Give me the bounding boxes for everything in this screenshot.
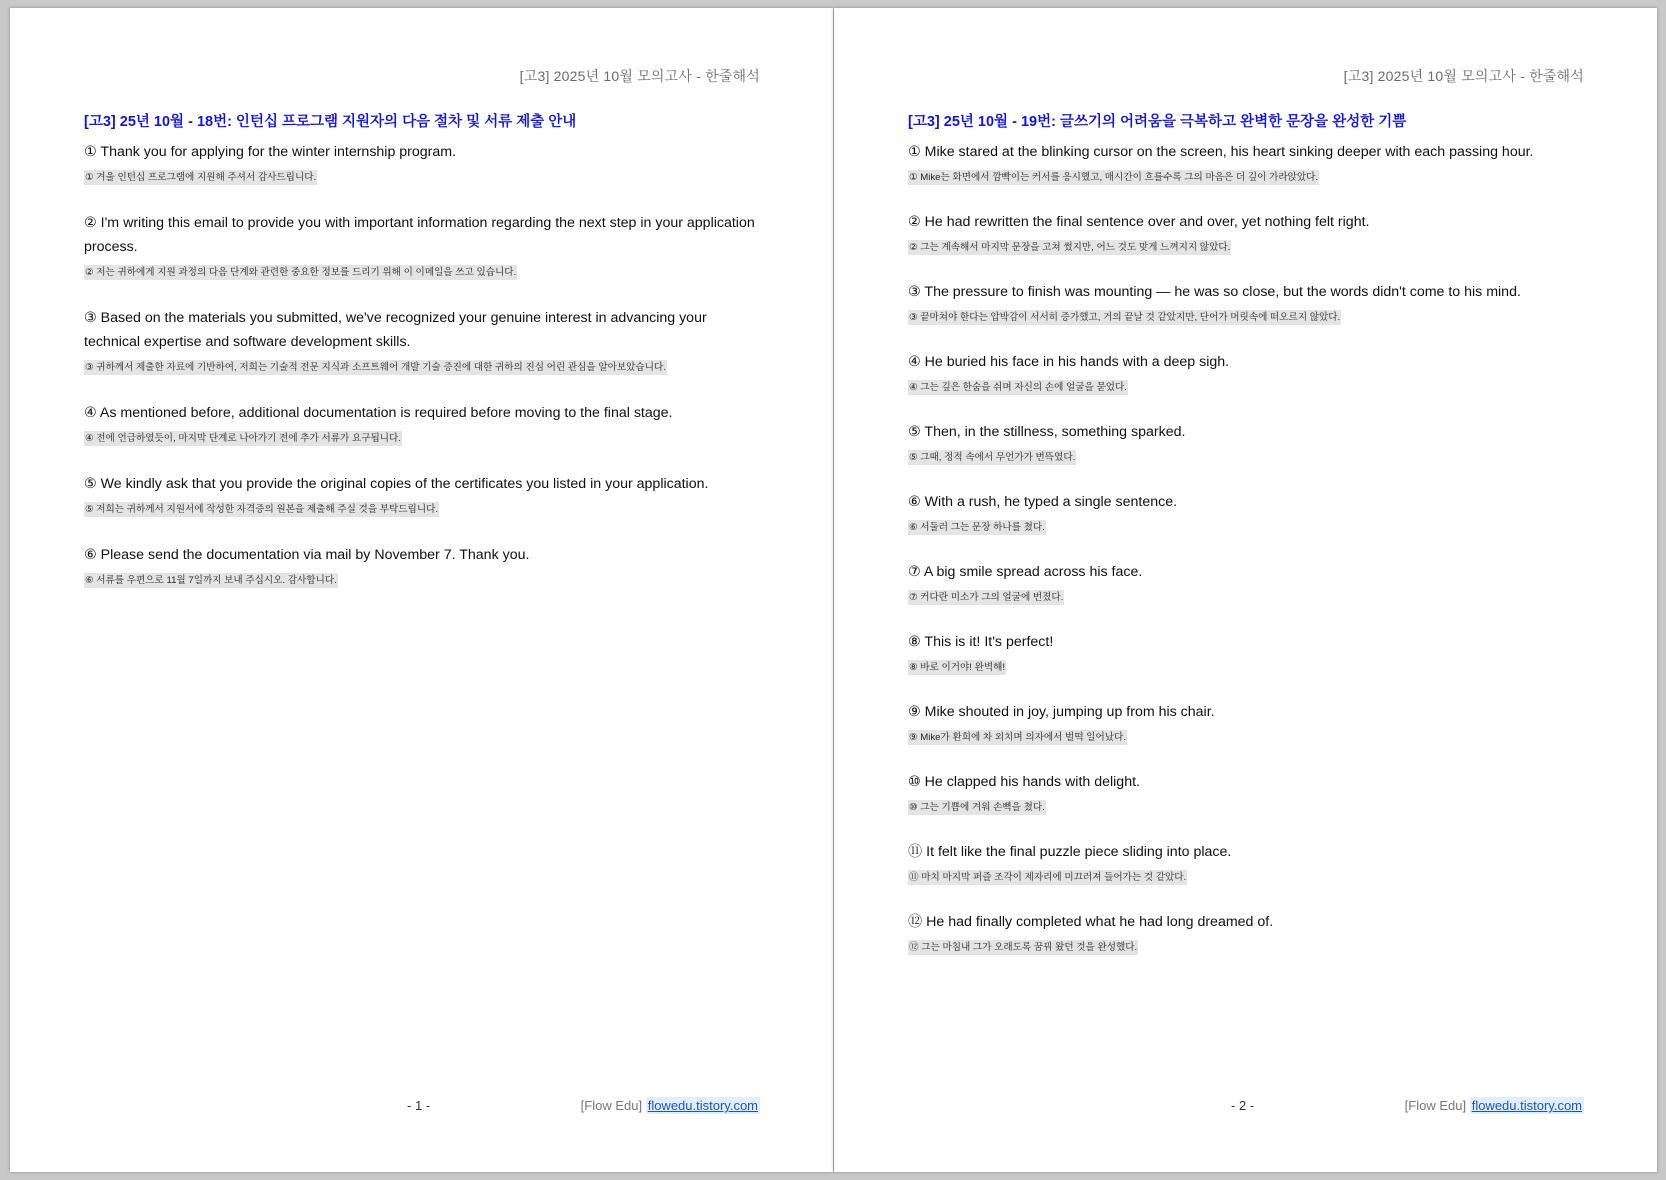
section-title: [고3] 25년 10월 - 18번: 인턴십 프로그램 지원자의 다음 절차 및 서류 제출 안내 bbox=[84, 114, 577, 130]
korean-translation: ⑤ 그때, 정적 속에서 무언가가 번뜩였다. bbox=[909, 452, 1076, 463]
sentence-item bbox=[908, 350, 1584, 395]
korean-translation: ② 그는 계속해서 마지막 문장을 고쳐 썼지만, 어느 것도 맞게 느껴지지 않았다. bbox=[909, 242, 1231, 253]
korean-translation: ① Mike는 화면에서 깜빡이는 커서를 응시했고, 매시간이 흐를수록 그의 마음은 더 깊이 가라앉았다. bbox=[909, 172, 1319, 183]
english-sentence: ④ He buried his face in his hands with a deep sigh. bbox=[908, 354, 1230, 370]
english-sentence: ⑥ With a rush, he typed a single sentence. bbox=[908, 494, 1178, 510]
sentence-item bbox=[84, 211, 760, 280]
sentence-item bbox=[908, 140, 1584, 185]
english-sentence: ⑦ A big smile spread across his face. bbox=[908, 564, 1143, 580]
korean-translation: ① 겨울 인턴십 프로그램에 지원해 주셔서 감사드립니다. bbox=[85, 172, 317, 183]
english-sentence: ② He had rewritten the final sentence over and over, yet nothing felt right. bbox=[908, 214, 1370, 230]
korean-translation: ⑥ 서류를 우편으로 11월 7일까지 보내 주십시오. 감사합니다. bbox=[85, 575, 337, 586]
english-sentence: ⑨ Mike shouted in joy, jumping up from his chair. bbox=[908, 704, 1215, 720]
english-sentence: ③ Based on the materials you submitted, we've recognized your genuine interest in advancing your technical expertise and software development skills. bbox=[84, 310, 707, 350]
sentence-item bbox=[908, 910, 1584, 955]
sentence-item bbox=[84, 472, 760, 517]
page-number: - 2 - bbox=[1231, 1098, 1255, 1113]
sentence-item bbox=[84, 140, 760, 185]
english-sentence: ② I'm writing this email to provide you with important information regarding the next step in your application process. bbox=[84, 215, 755, 255]
sentence-item bbox=[908, 560, 1584, 605]
footer-link[interactable]: flowedu.tistory.com bbox=[647, 1098, 758, 1113]
korean-translation: ⑫ 그는 마침내 그가 오래도록 꿈꿔 왔던 것을 완성했다. bbox=[909, 942, 1138, 953]
korean-translation: ② 저는 귀하에게 지원 과정의 다음 단계와 관련한 중요한 정보를 드리기 위해 이 이메일을 쓰고 있습니다. bbox=[85, 267, 517, 278]
page-2 bbox=[834, 8, 1657, 1172]
sentence-item bbox=[84, 543, 760, 588]
footer-brand bbox=[581, 1098, 760, 1113]
english-sentence: ⑩ He clapped his hands with delight. bbox=[908, 774, 1140, 790]
english-sentence: ③ The pressure to finish was mounting — he was so close, but the words didn't come to his mind. bbox=[908, 284, 1521, 300]
english-sentence: ⑤ Then, in the stillness, something sparked. bbox=[908, 424, 1186, 440]
korean-translation: ③ 끝마쳐야 한다는 압박감이 서서히 증가했고, 거의 끝날 것 같았지만, 단어가 머릿속에 떠오르지 않았다. bbox=[909, 312, 1341, 323]
footer-brand bbox=[1405, 1098, 1584, 1113]
korean-translation: ③ 귀하께서 제출한 자료에 기반하여, 저희는 기술적 전문 지식과 소프트웨어 개발 기술 증진에 대한 귀하의 진심 어린 관심을 알아보았습니다. bbox=[85, 362, 666, 373]
page-number: - 1 - bbox=[407, 1098, 431, 1113]
korean-translation: ⑧ 바로 이거야! 완벽해! bbox=[909, 662, 1006, 673]
footer-brand-label: [Flow Edu] bbox=[1404, 1098, 1467, 1113]
english-sentence: ① Thank you for applying for the winter internship program. bbox=[84, 144, 457, 160]
section-title: [고3] 25년 10월 - 19번: 글쓰기의 어려움을 극복하고 완벽한 문장을 완성한 기쁨 bbox=[908, 114, 1407, 130]
page-1 bbox=[10, 8, 833, 1172]
english-sentence: ⑪ It felt like the final puzzle piece sliding into place. bbox=[908, 844, 1232, 860]
english-sentence: ① Mike stared at the blinking cursor on the screen, his heart sinking deeper with each passing hour. bbox=[908, 144, 1534, 160]
english-sentence: ⑤ We kindly ask that you provide the original copies of the certificates you listed in your application. bbox=[84, 476, 709, 492]
page-footer bbox=[834, 1098, 1657, 1118]
page-content bbox=[84, 112, 760, 614]
english-sentence: ⑥ Please send the documentation via mail by November 7. Thank you. bbox=[84, 547, 530, 563]
sentence-item bbox=[908, 630, 1584, 675]
korean-translation: ④ 전에 언급하였듯이, 마지막 단계로 나아가기 전에 추가 서류가 요구됩니다. bbox=[85, 433, 401, 444]
korean-translation: ⑩ 그는 기쁨에 겨워 손뼉을 쳤다. bbox=[909, 802, 1045, 813]
sentence-item bbox=[908, 700, 1584, 745]
page-header: [고3] 2025년 10월 모의고사 - 한줄해석 bbox=[519, 68, 760, 84]
sentence-item bbox=[908, 280, 1584, 325]
korean-translation: ④ 그는 깊은 한숨을 쉬며 자신의 손에 얼굴을 묻었다. bbox=[909, 382, 1127, 393]
sentence-item bbox=[908, 770, 1584, 815]
korean-translation: ⑤ 저희는 귀하께서 지원서에 작성한 자격증의 원본을 제출해 주실 것을 부탁드립니다. bbox=[85, 504, 439, 515]
english-sentence: ⑫ He had finally completed what he had long dreamed of. bbox=[908, 914, 1274, 930]
korean-translation: ⑥ 서둘러 그는 문장 하나를 쳤다. bbox=[909, 522, 1045, 533]
korean-translation: ⑪ 마치 마지막 퍼즐 조각이 제자리에 미끄러져 들어가는 것 같았다. bbox=[909, 872, 1187, 883]
sentence-item bbox=[908, 210, 1584, 255]
footer-link[interactable]: flowedu.tistory.com bbox=[1471, 1098, 1582, 1113]
sentence-item bbox=[908, 840, 1584, 885]
korean-translation: ⑨ Mike가 환희에 차 외치며 의자에서 벌떡 일어났다. bbox=[909, 732, 1126, 743]
english-sentence: ④ As mentioned before, additional documentation is required before moving to the final stage. bbox=[84, 405, 673, 421]
footer-brand-label: [Flow Edu] bbox=[580, 1098, 643, 1113]
sentence-item bbox=[908, 490, 1584, 535]
sentence-item bbox=[84, 401, 760, 446]
sentence-item bbox=[84, 306, 760, 375]
english-sentence: ⑧ This is it! It's perfect! bbox=[908, 634, 1054, 650]
korean-translation: ⑦ 커다란 미소가 그의 얼굴에 번졌다. bbox=[909, 592, 1064, 603]
page-footer bbox=[10, 1098, 833, 1118]
sentence-item bbox=[908, 420, 1584, 465]
page-header: [고3] 2025년 10월 모의고사 - 한줄해석 bbox=[1343, 68, 1584, 84]
page-content bbox=[908, 112, 1584, 980]
